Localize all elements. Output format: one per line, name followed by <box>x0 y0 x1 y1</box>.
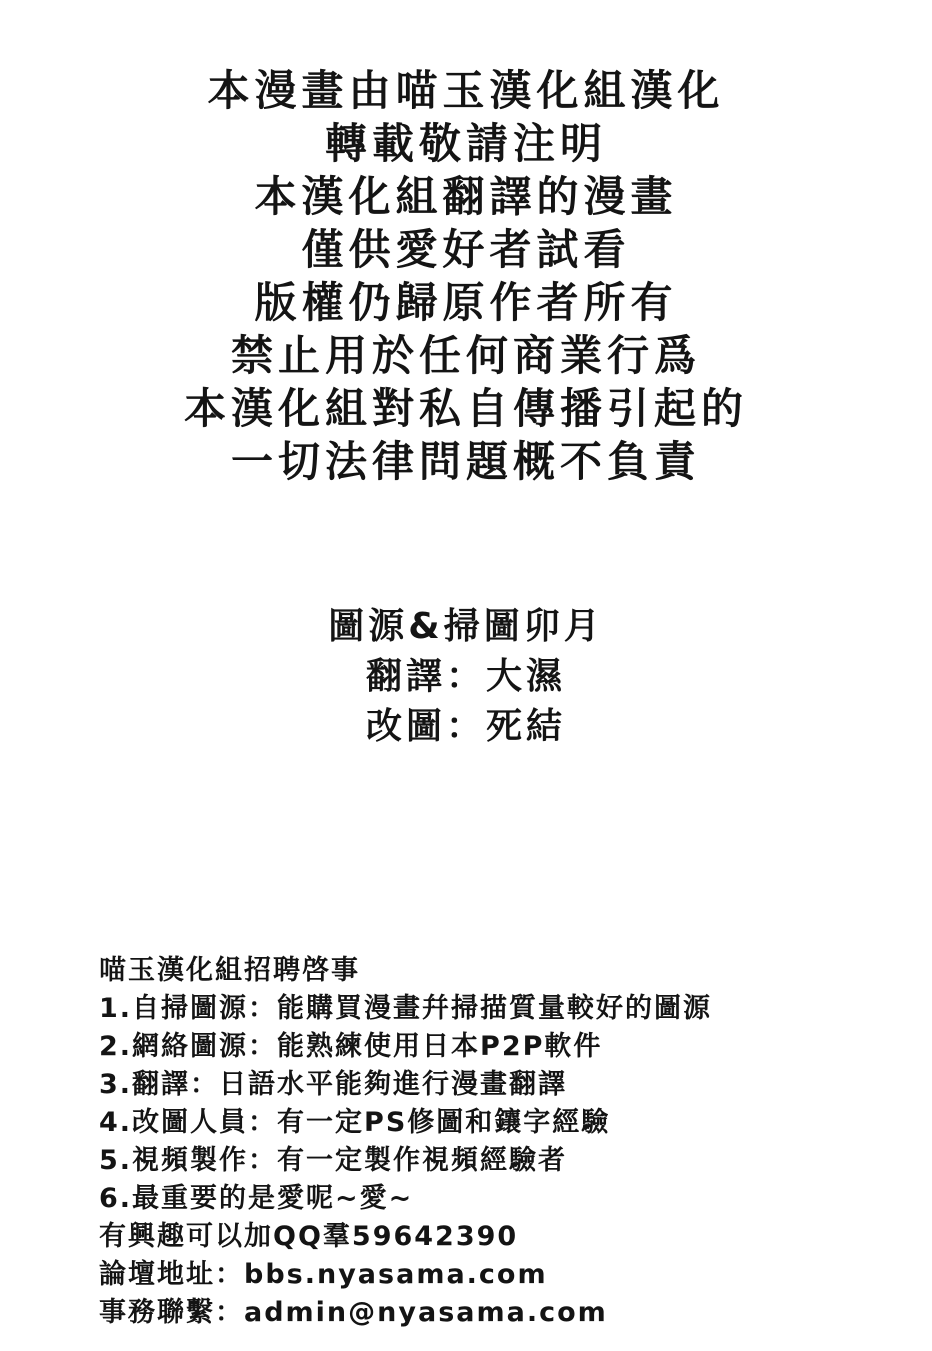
disclaimer-line: 本漢化組翻譯的漫畫 <box>254 172 678 221</box>
disclaimer-line: 一切法律問題概不負責 <box>230 437 701 486</box>
disclaimer-line: 禁止用於任何商業行爲 <box>230 331 701 380</box>
recruitment-item: 1.自掃圖源：能購買漫畫幷掃描質量較好的圖源 <box>99 993 713 1024</box>
credit-translator: 翻譯：大濕 <box>365 656 566 697</box>
disclaimer-line: 轉載敬請注明 <box>324 119 607 168</box>
recruitment-item: 4.改圖人員：有一定PS修圖和鑲字經驗 <box>99 1107 611 1138</box>
disclaimer-line: 本漫畫由喵玉漢化組漢化 <box>207 66 725 115</box>
disclaimer-line: 僅供愛好者試看 <box>301 225 631 274</box>
recruitment-title: 喵玉漢化組招聘啓事 <box>99 955 360 986</box>
staff-credits-block <box>0 602 932 752</box>
contact-forum-url: 論壇地址：bbs.nyasama.com <box>99 1259 548 1290</box>
recruitment-block <box>99 952 889 1332</box>
recruitment-item: 5.視頻製作：有一定製作視頻經驗者 <box>99 1145 568 1176</box>
credit-editor: 改圖：死結 <box>365 706 566 747</box>
disclaimer-line: 版權仍歸原作者所有 <box>254 278 678 327</box>
contact-qq: 有興趣可以加QQ羣59642390 <box>99 1221 519 1252</box>
disclaimer-line: 本漢化組對私自傳播引起的 <box>183 384 748 433</box>
contact-email: 事務聯繫：admin@nyasama.com <box>99 1297 608 1328</box>
recruitment-item: 3.翻譯：日語水平能夠進行漫畫翻譯 <box>99 1069 568 1100</box>
recruitment-item: 2.網絡圖源：能熟練使用日本P2P軟件 <box>99 1031 603 1062</box>
recruitment-item: 6.最重要的是愛呢~愛~ <box>99 1183 414 1214</box>
disclaimer-block <box>0 64 932 488</box>
credit-source-scan: 圖源&掃圖卯月 <box>328 606 604 647</box>
